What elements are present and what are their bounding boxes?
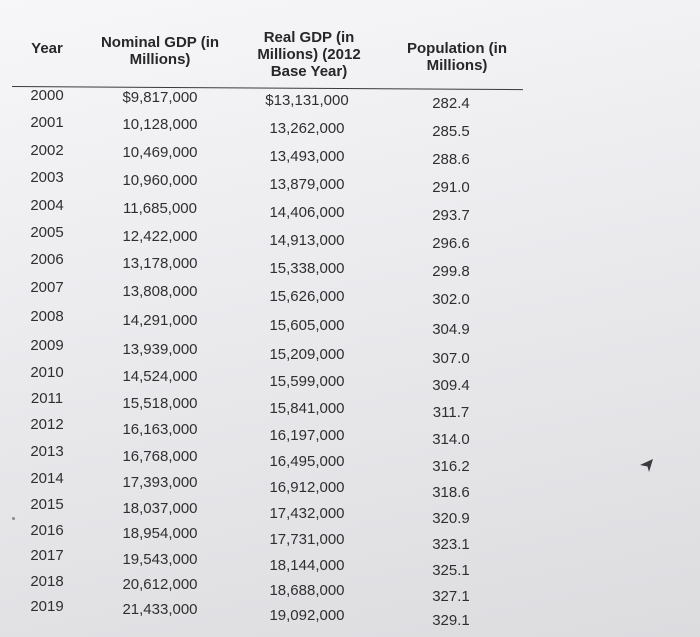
cell-nominal: 10,469,000	[122, 144, 198, 161]
cell-population: 327.1	[432, 588, 470, 605]
cell-nominal: 20,612,000	[122, 576, 198, 593]
cell-population: 318.6	[432, 484, 470, 501]
cell-nominal: $9,817,000	[122, 89, 198, 106]
cell-year: 2002	[30, 142, 64, 159]
cell-nominal: 14,291,000	[122, 312, 198, 329]
cell-population: 325.1	[432, 562, 470, 579]
cell-real: 16,197,000	[269, 427, 345, 444]
cell-year: 2013	[30, 443, 64, 460]
cell-year: 2000	[30, 87, 64, 104]
cell-year: 2001	[30, 114, 64, 131]
cell-real: 16,495,000	[269, 453, 345, 470]
cell-year: 2019	[30, 598, 64, 615]
cell-year: 2007	[30, 279, 64, 296]
cell-real: 14,913,000	[269, 232, 345, 249]
cell-population: 329.1	[432, 612, 470, 629]
cell-real: 14,406,000	[269, 204, 345, 221]
cell-population: 323.1	[432, 536, 470, 553]
cell-real: 15,599,000	[269, 373, 345, 390]
cell-population: 282.4	[432, 95, 470, 112]
cell-year: 2004	[30, 197, 64, 214]
cell-real: 15,209,000	[269, 346, 345, 363]
cell-nominal: 12,422,000	[122, 228, 198, 245]
cell-real: 18,144,000	[269, 557, 345, 574]
cell-year: 2006	[30, 251, 64, 268]
cell-real: 13,262,000	[269, 120, 345, 137]
cell-population: 307.0	[432, 350, 470, 367]
cell-nominal: 16,163,000	[122, 421, 198, 438]
cell-population: 299.8	[432, 263, 470, 280]
cell-nominal: 21,433,000	[122, 601, 198, 618]
cell-nominal: 13,939,000	[122, 341, 198, 358]
cell-nominal: 16,768,000	[122, 448, 198, 465]
cell-population: 316.2	[432, 458, 470, 475]
cell-nominal: 13,808,000	[122, 283, 198, 300]
header-nominal-gdp: Nominal GDP (in Millions)	[100, 34, 220, 68]
mouse-pointer-icon	[638, 456, 656, 474]
cell-real: 13,493,000	[269, 148, 345, 165]
cell-year: 2010	[30, 364, 64, 381]
paper-speck	[12, 517, 15, 520]
cell-real: 15,605,000	[269, 317, 345, 334]
cell-population: 296.6	[432, 235, 470, 252]
cell-year: 2016	[30, 522, 64, 539]
cell-real: 15,841,000	[269, 400, 345, 417]
cell-population: 314.0	[432, 431, 470, 448]
cell-population: 302.0	[432, 291, 470, 308]
cell-year: 2015	[30, 496, 64, 513]
cell-year: 2014	[30, 470, 64, 487]
header-real-gdp: Real GDP (in Millions) (2012 Base Year)	[257, 29, 361, 80]
cell-population: 291.0	[432, 179, 470, 196]
header-year: Year	[31, 40, 63, 57]
cell-population: 311.7	[432, 404, 470, 421]
cell-population: 288.6	[432, 151, 470, 168]
cell-real: 15,626,000	[269, 288, 345, 305]
cell-real: 18,688,000	[269, 582, 345, 599]
cell-year: 2011	[30, 390, 64, 407]
cell-nominal: 18,954,000	[122, 525, 198, 542]
cell-nominal: 14,524,000	[122, 368, 198, 385]
cell-real: 16,912,000	[269, 479, 345, 496]
cell-population: 293.7	[432, 207, 470, 224]
cell-year: 2008	[30, 308, 64, 325]
cell-year: 2017	[30, 547, 64, 564]
cell-nominal: 15,518,000	[122, 395, 198, 412]
cell-population: 309.4	[432, 377, 470, 394]
cell-real: 17,432,000	[269, 505, 345, 522]
header-population: Population (in Millions)	[407, 40, 507, 74]
cell-year: 2005	[30, 224, 64, 241]
cell-real: 17,731,000	[269, 531, 345, 548]
cell-real: $13,131,000	[265, 92, 349, 109]
cell-nominal: 18,037,000	[122, 500, 198, 517]
cell-population: 320.9	[432, 510, 470, 527]
cell-nominal: 10,960,000	[122, 172, 198, 189]
cell-year: 2003	[30, 169, 64, 186]
cell-real: 13,879,000	[269, 176, 345, 193]
cell-real: 19,092,000	[269, 607, 345, 624]
cell-nominal: 11,685,000	[123, 200, 197, 217]
cell-nominal: 13,178,000	[122, 255, 198, 272]
cell-nominal: 10,128,000	[122, 116, 198, 133]
cell-population: 285.5	[432, 123, 470, 140]
cell-real: 15,338,000	[269, 260, 345, 277]
cell-nominal: 17,393,000	[122, 474, 198, 491]
cell-population: 304.9	[432, 321, 470, 338]
cell-nominal: 19,543,000	[122, 551, 198, 568]
cell-year: 2018	[30, 573, 64, 590]
cell-year: 2012	[30, 416, 64, 433]
cell-year: 2009	[30, 337, 64, 354]
